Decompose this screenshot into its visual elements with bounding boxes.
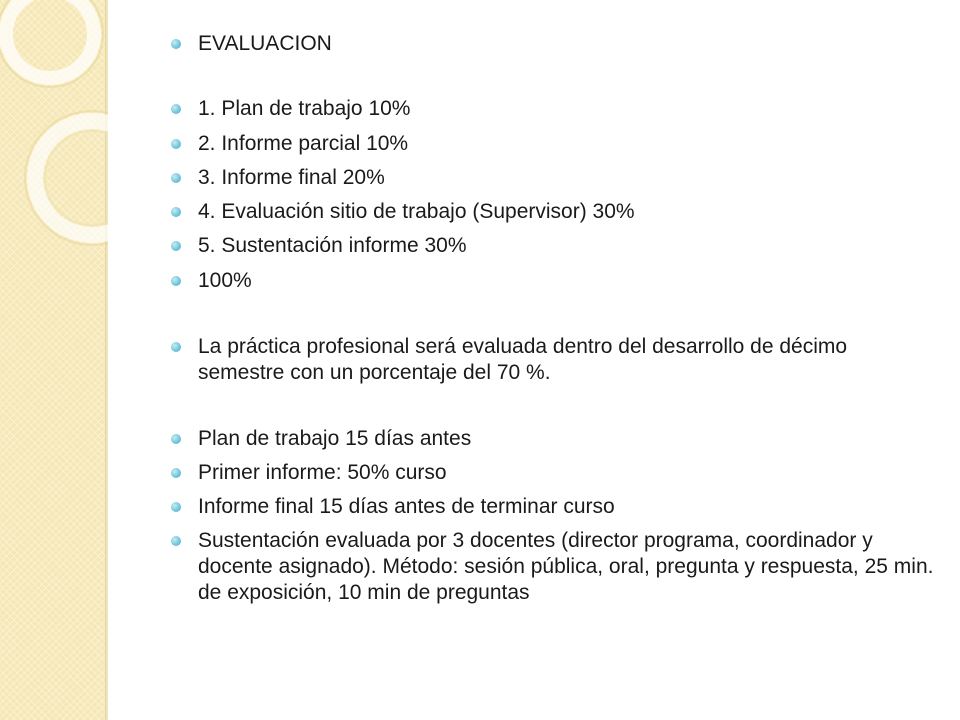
list-item [198, 131, 938, 157]
item-text: Primer informe: 50% curso [198, 461, 447, 484]
list-item [198, 460, 938, 486]
list-item [198, 165, 938, 191]
list-item [198, 31, 938, 57]
list-item [198, 96, 938, 122]
list-item [198, 494, 938, 520]
bullet-icon [171, 241, 181, 251]
bullet-icon [171, 173, 181, 183]
list-item [198, 334, 938, 386]
bullet-icon [171, 139, 181, 149]
item-text: 4. Evaluación sitio de trabajo (Supervisor) 30% [198, 200, 635, 223]
list-item [198, 199, 938, 225]
list-item [198, 426, 938, 452]
item-text: 1. Plan de trabajo 10% [198, 97, 411, 120]
item-text: 5. Sustentación informe 30% [198, 234, 467, 257]
bullet-icon [171, 207, 181, 217]
heading-evaluacion: EVALUACION [198, 32, 332, 55]
item-text: Plan de trabajo 15 días antes [198, 427, 472, 450]
item-text: 2. Informe parcial 10% [198, 132, 409, 155]
list-item [198, 528, 938, 606]
bullet-icon [171, 502, 181, 512]
bullet-icon [171, 434, 181, 444]
item-text: 100% [198, 269, 252, 292]
list-item [198, 268, 938, 294]
item-text: Sustentación evaluada por 3 docentes (director programa, coordinador y docente asignado). Método: sesión pública, oral, pregunta y respuesta, 25 min. de exposición, 10 min de preguntas [198, 529, 934, 604]
item-text: Informe final 15 días antes de terminar curso [198, 495, 615, 518]
list-item [198, 233, 938, 259]
bullet-icon [171, 468, 181, 478]
item-text: 3. Informe final 20% [198, 166, 385, 189]
bullet-icon [171, 536, 181, 546]
bullet-icon [171, 104, 181, 114]
bullet-icon [171, 276, 181, 286]
item-text: La práctica profesional será evaluada dentro del desarrollo de décimo semestre con un porcentaje del 70 %. [198, 335, 848, 384]
bullet-icon [171, 39, 181, 49]
bullet-icon [171, 342, 181, 352]
